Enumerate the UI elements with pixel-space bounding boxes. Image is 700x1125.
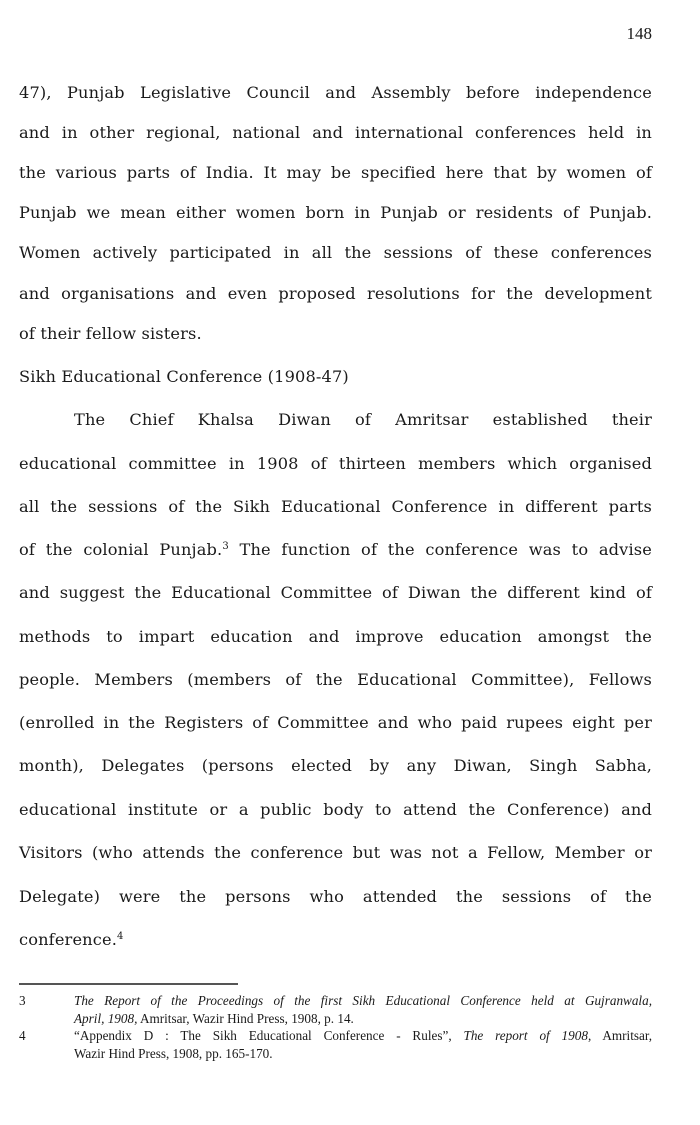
paragraph-line: month), Delegates (persons elected by any Diwan, Singh Sabha, xyxy=(19,756,652,775)
paragraph-line: people. Members (members of the Educational Committee), Fellows xyxy=(19,670,652,689)
paragraph-line: and organisations and even proposed resolutions for the development xyxy=(19,284,652,303)
text-segment: conference. xyxy=(19,930,117,949)
footnote-line xyxy=(74,1010,652,1028)
footnote-ref-3[interactable]: 3 xyxy=(222,541,229,552)
paragraph-line xyxy=(19,930,652,950)
paragraph-line: of their fellow sisters. xyxy=(19,324,202,343)
paragraph-line: all the sessions of the Sikh Educational Conference in different parts xyxy=(19,497,652,516)
footnote-lead: “Appendix D : The Sikh Educational Conference - Rules”, xyxy=(74,1028,464,1043)
section-heading: Sikh Educational Conference (1908-47) xyxy=(19,367,349,386)
footnote-title: The report of 1908 xyxy=(463,1028,588,1043)
footnote-publication: Amritsar, Wazir Hind Press, 1908, p. 14. xyxy=(137,1010,354,1026)
text-segment: The function of the conference was to advise xyxy=(239,540,652,559)
footnote-title: The Report of the Proceedings of the first Sikh Educational Conference held at Gujranwala, xyxy=(74,993,652,1008)
footnote-line xyxy=(74,1027,652,1045)
footnote-number: 3 xyxy=(19,993,26,1008)
footnote-line xyxy=(74,992,652,1010)
paragraph-line: 47), Punjab Legislative Council and Assembly before independence xyxy=(19,83,652,102)
footnote-line: Wazir Hind Press, 1908, pp. 165-170. xyxy=(74,1045,273,1061)
footnote-number: 4 xyxy=(19,1028,26,1043)
footnote-4 xyxy=(19,1027,652,1062)
paragraph-line: and suggest the Educational Committee of Diwan the different kind of xyxy=(19,583,652,602)
footnote-ref-4[interactable]: 4 xyxy=(117,931,124,942)
paragraph-line: educational committee in 1908 of thirteen members which organised xyxy=(19,454,652,473)
footnotes xyxy=(19,992,652,1062)
paragraph-line: Visitors (who attends the conference but was not a Fellow, Member or xyxy=(19,843,652,862)
paragraph-line: the various parts of India. It may be specified here that by women of xyxy=(19,163,652,182)
paragraph-line: educational institute or a public body to attend the Conference) and xyxy=(19,800,652,819)
footnote-3 xyxy=(19,992,652,1027)
text-segment: of the colonial Punjab. xyxy=(19,540,223,559)
paragraph-line: Women actively participated in all the sessions of these conferences xyxy=(19,243,652,262)
paragraph-line: methods to impart education and improve education amongst the xyxy=(19,627,652,646)
footnote-title-cont: April, 1908, xyxy=(74,1010,138,1026)
paragraph-line: Delegate) were the persons who attended the sessions of the xyxy=(19,887,652,906)
paragraph-line: and in other regional, national and international conferences held in xyxy=(19,123,652,142)
paragraph-line: Punjab we mean either women born in Punjab or residents of Punjab. xyxy=(19,203,652,222)
paragraph-line xyxy=(19,540,652,560)
page-number: 148 xyxy=(626,24,652,43)
paragraph-line: The Chief Khalsa Diwan of Amritsar established their xyxy=(74,410,652,429)
footnote-separator xyxy=(19,983,238,985)
paragraph-line: (enrolled in the Registers of Committee and who paid rupees eight per xyxy=(19,713,652,732)
footnote-tail: , Amritsar, xyxy=(587,1028,653,1043)
